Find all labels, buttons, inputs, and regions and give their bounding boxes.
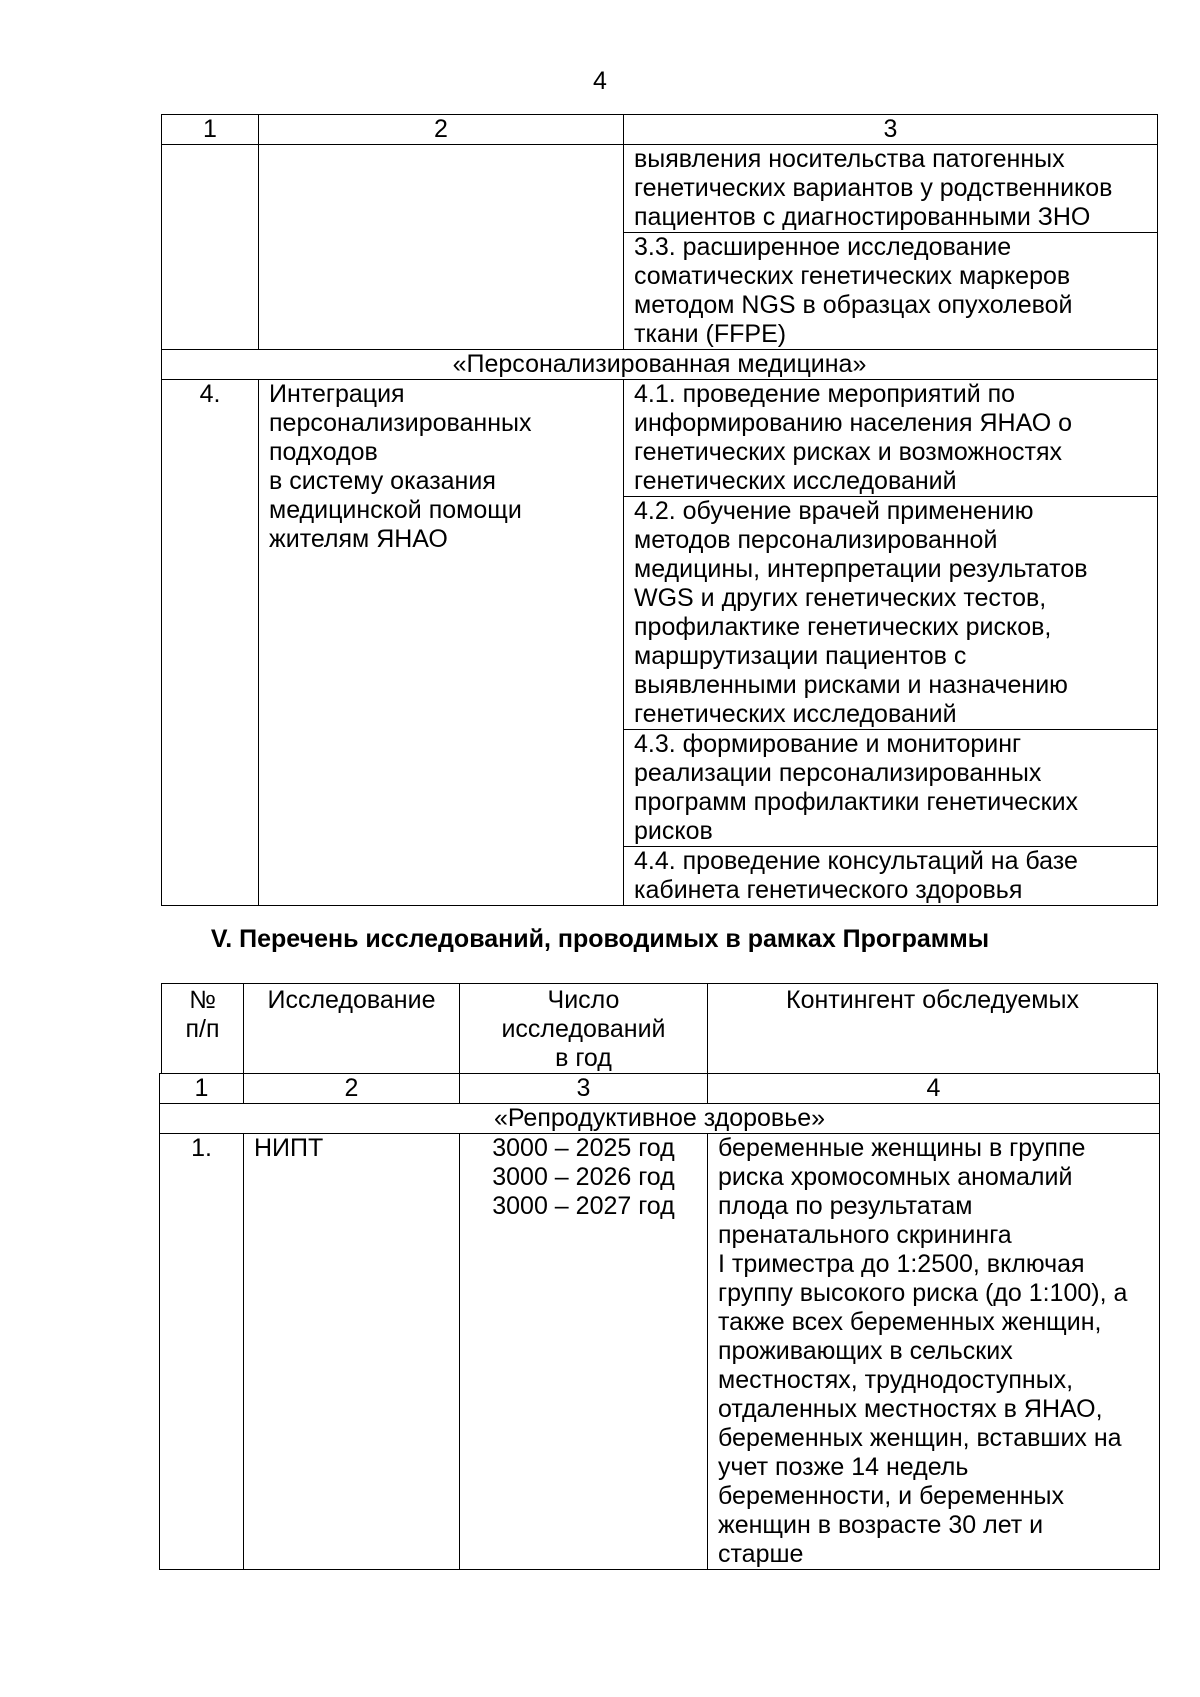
activity-cell: 4.4. проведение консультаций на базе кабинета генетического здоровья	[624, 847, 1158, 906]
column-header-study: Исследование	[244, 984, 460, 1074]
column-number-1: 1	[160, 1074, 244, 1104]
table-header-row	[162, 115, 1158, 145]
activity-cell: 4.1. проведение мероприятий по информированию населения ЯНАО о генетических рисках и возможностях генетических исследований	[624, 380, 1158, 497]
activity-cell: выявления носительства патогенных генетических вариантов у родственников пациентов с диагностированными ЗНО	[624, 145, 1158, 233]
column-number-4: 4	[708, 1074, 1160, 1104]
studies-table	[159, 1073, 1160, 1570]
row-number: 4.	[162, 380, 259, 906]
column-header-number: № п/п	[162, 984, 244, 1074]
studies-header-table	[161, 983, 1158, 1074]
section-heading: V. Перечень исследований, проводимых в рамках Программы	[210, 925, 990, 953]
study-count: 3000 – 2025 год 3000 – 2026 год 3000 – 2027 год	[460, 1134, 708, 1570]
column-number-1: 1	[162, 115, 259, 145]
table-header-row	[162, 984, 1158, 1074]
study-name: НИПТ	[244, 1134, 460, 1570]
task-name: Интеграция персонализированных подходов в систему оказания медицинской помощи жителям ЯНАО	[259, 380, 624, 906]
table-row	[162, 145, 1158, 233]
column-number-2: 2	[244, 1074, 460, 1104]
empty-cell	[259, 145, 624, 350]
activity-cell: 4.2. обучение врачей применению методов персонализированной медицины, интерпретации результатов WGS и других генетических тестов, профилактике генетических рисков, маршрутизации пациентов с выявленными рисками и назначению генетических исследований	[624, 497, 1158, 730]
column-header-count: Число исследований в год	[460, 984, 708, 1074]
column-number-3: 3	[460, 1074, 708, 1104]
table-row	[160, 1134, 1160, 1570]
empty-cell	[162, 145, 259, 350]
table-row	[162, 380, 1158, 497]
table-header-row	[160, 1074, 1160, 1104]
column-number-2: 2	[259, 115, 624, 145]
activity-cell: 3.3. расширенное исследование соматических генетических маркеров методом NGS в образцах опухолевой ткани (FFPE)	[624, 233, 1158, 350]
column-header-contingent: Контингент обследуемых	[708, 984, 1158, 1074]
row-number: 1.	[160, 1134, 244, 1570]
page-number: 4	[593, 67, 607, 95]
section-row	[160, 1104, 1160, 1134]
program-activities-table	[161, 114, 1158, 906]
column-number-3: 3	[624, 115, 1158, 145]
section-row	[162, 350, 1158, 380]
section-title: «Персонализированная медицина»	[162, 350, 1158, 380]
study-contingent: беременные женщины в группе риска хромосомных аномалий плода по результатам пренатального скрининга I триместра до 1:2500, включая группу высокого риска (до 1:100), а также всех беременных женщин, проживающих в сельских местностях, труднодоступных, отдаленных местностях в ЯНАО, беременных женщин, вставших на учет позже 14 недель беременности, и беременных женщин в возрасте 30 лет и старше	[708, 1134, 1160, 1570]
section-title: «Репродуктивное здоровье»	[160, 1104, 1160, 1134]
activity-cell: 4.3. формирование и мониторинг реализации персонализированных программ профилактики генетических рисков	[624, 730, 1158, 847]
